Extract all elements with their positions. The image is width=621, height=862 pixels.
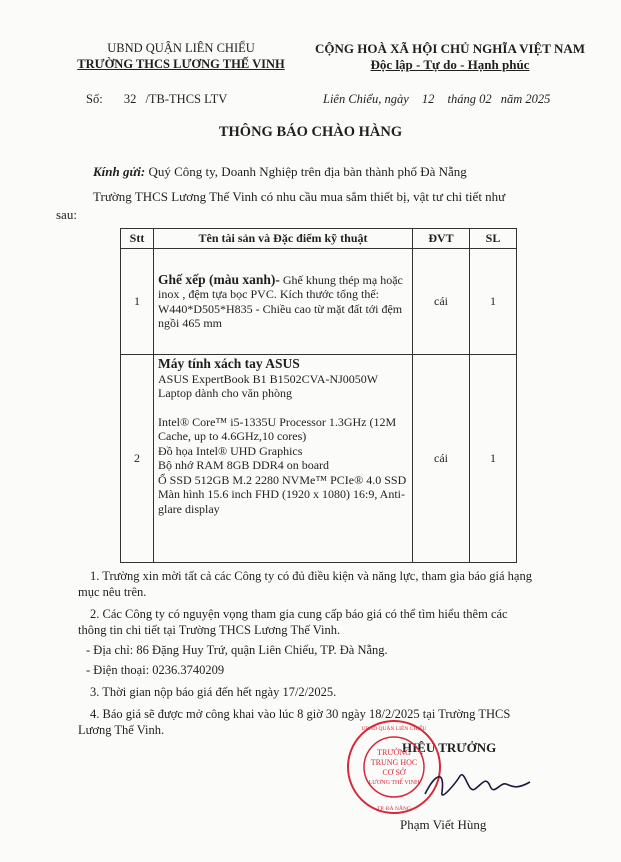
spec-line: ASUS ExpertBook B1 B1502CVA-NJ0050W [158, 371, 379, 386]
row-qty: 1 [470, 249, 517, 355]
spec-line: Laptop dành cho văn phòng [158, 386, 292, 400]
row-qty: 1 [470, 355, 517, 563]
svg-text:CƠ SỞ: CƠ SỞ [382, 768, 406, 777]
svg-text:TP. ĐÀ NẴNG: TP. ĐÀ NẴNG [377, 806, 411, 812]
doc-date [323, 92, 550, 107]
svg-text:TRƯỜNG: TRƯỜNG [377, 748, 411, 757]
paragraph-1a: 1. Trường xin mời tất cả các Công ty có đủ điều kiện và năng lực, tham gia báo giá hạng [90, 569, 532, 583]
row-stt: 2 [121, 355, 154, 563]
row-desc: Ghế khung thép mạ hoặc inox , đệm tựa bọc PVC. Kích thước tổng thể: W440*D505*H835 - Chiều cao từ mặt đất tới đệm ngồi 465 mm [158, 272, 403, 330]
paragraph-4b: Lương Thế Vinh. [78, 723, 165, 737]
paragraph-4a: 4. Báo giá sẽ được mở công khai vào lúc 8 giờ 30 ngày 18/2/2025 tại Trường THCS [90, 707, 511, 721]
table-header-row [121, 229, 517, 249]
phone-line: - Điện thoại: 0236.3740209 [86, 663, 225, 677]
greeting [93, 164, 467, 180]
signer-role: HIỆU TRƯỞNG [402, 740, 497, 755]
row-title: Máy tính xách tay ASUS [158, 356, 300, 371]
doc-number-value: 32 [123, 92, 137, 106]
paragraph-1b: mục nêu trên. [78, 585, 147, 599]
row-title: Ghế xếp (màu xanh)- [158, 271, 280, 287]
col-header-stt: Stt [121, 229, 154, 249]
spec-line: Màn hình 15.6 inch FHD (1920 x 1080) 16:9, Anti-glare display [158, 487, 405, 516]
row-name [154, 355, 413, 563]
issuer-authority: UBND QUẬN LIÊN CHIỂU [107, 41, 255, 55]
row-name [154, 249, 413, 355]
signer-name: Phạm Viết Hùng [400, 817, 487, 832]
greeting-label: Kính gửi: [93, 164, 146, 179]
col-header-qty: SL [470, 229, 517, 249]
spec-line: Đồ họa Intel® UHD Graphics [158, 443, 303, 458]
intro-line1: Trường THCS Lương Thế Vinh có nhu cầu mua sắm thiết bị, vật tư chi tiết như [93, 189, 506, 204]
spec-line: Bộ nhớ RAM 8GB DDR4 on board [158, 458, 330, 472]
paragraph-2b: thông tin chi tiết tại Trường THCS Lương Thế Vinh. [78, 623, 341, 637]
row-stt: 1 [121, 249, 154, 355]
table-row [121, 355, 517, 563]
intro-line2: sau: [56, 207, 77, 222]
spec-line: Intel® Core™ i5-1335U Processor 1.3GHz (12M Cache, up to 4.6GHz,10 cores) [158, 414, 397, 443]
national-motto: CỘNG HOÀ XÃ HỘI CHỦ NGHĨA VIỆT NAM [314, 41, 586, 56]
col-header-unit: ĐVT [413, 229, 470, 249]
date-day: 12 [421, 92, 435, 106]
doc-number-suffix: /TB-THCS LTV [145, 92, 228, 106]
svg-text:UBND QUẬN LIÊN CHIỂU: UBND QUẬN LIÊN CHIỂU [361, 726, 427, 732]
national-slogan: Độc lập - Tự do - Hạnh phúc [370, 57, 530, 72]
items-table [120, 228, 517, 563]
col-header-name: Tên tài sản và Đặc điểm kỹ thuật [154, 229, 413, 249]
svg-text:LƯƠNG THẾ VINH: LƯƠNG THẾ VINH [368, 780, 420, 786]
date-place: Liên Chiểu, ngày [323, 92, 409, 106]
greeting-text: Quý Công ty, Doanh Nghiệp trên địa bàn thành phố Đà Nẵng [148, 164, 467, 179]
svg-text:TRUNG HỌC: TRUNG HỌC [370, 758, 418, 767]
table-row [121, 249, 517, 355]
issuer-school: TRƯỜNG THCS LƯƠNG THẾ VINH [77, 57, 285, 71]
row-unit: cái [413, 249, 470, 355]
row-unit: cái [413, 355, 470, 563]
address-line: - Địa chỉ: 86 Đặng Huy Trứ, quận Liên Chiểu, TP. Đà Nẵng. [86, 643, 388, 657]
doc-number [86, 92, 227, 107]
spec-line: Ổ SSD 512GB M.2 2280 NVMe™ PCIe® 4.0 SSD [158, 472, 407, 487]
spec-spacer [158, 401, 408, 415]
date-month: tháng 02 [447, 92, 492, 106]
doc-number-label: Số: [86, 92, 103, 106]
paragraph-3: 3. Thời gian nộp báo giá đến hết ngày 17/2/2025. [90, 685, 337, 699]
handwritten-signature [420, 764, 540, 804]
date-year: năm 2025 [500, 92, 551, 106]
paragraph-2a: 2. Các Công ty có nguyện vọng tham gia cung cấp báo giá có thể tìm hiểu thêm các [90, 607, 508, 621]
document-title: THÔNG BÁO CHÀO HÀNG [218, 124, 403, 140]
